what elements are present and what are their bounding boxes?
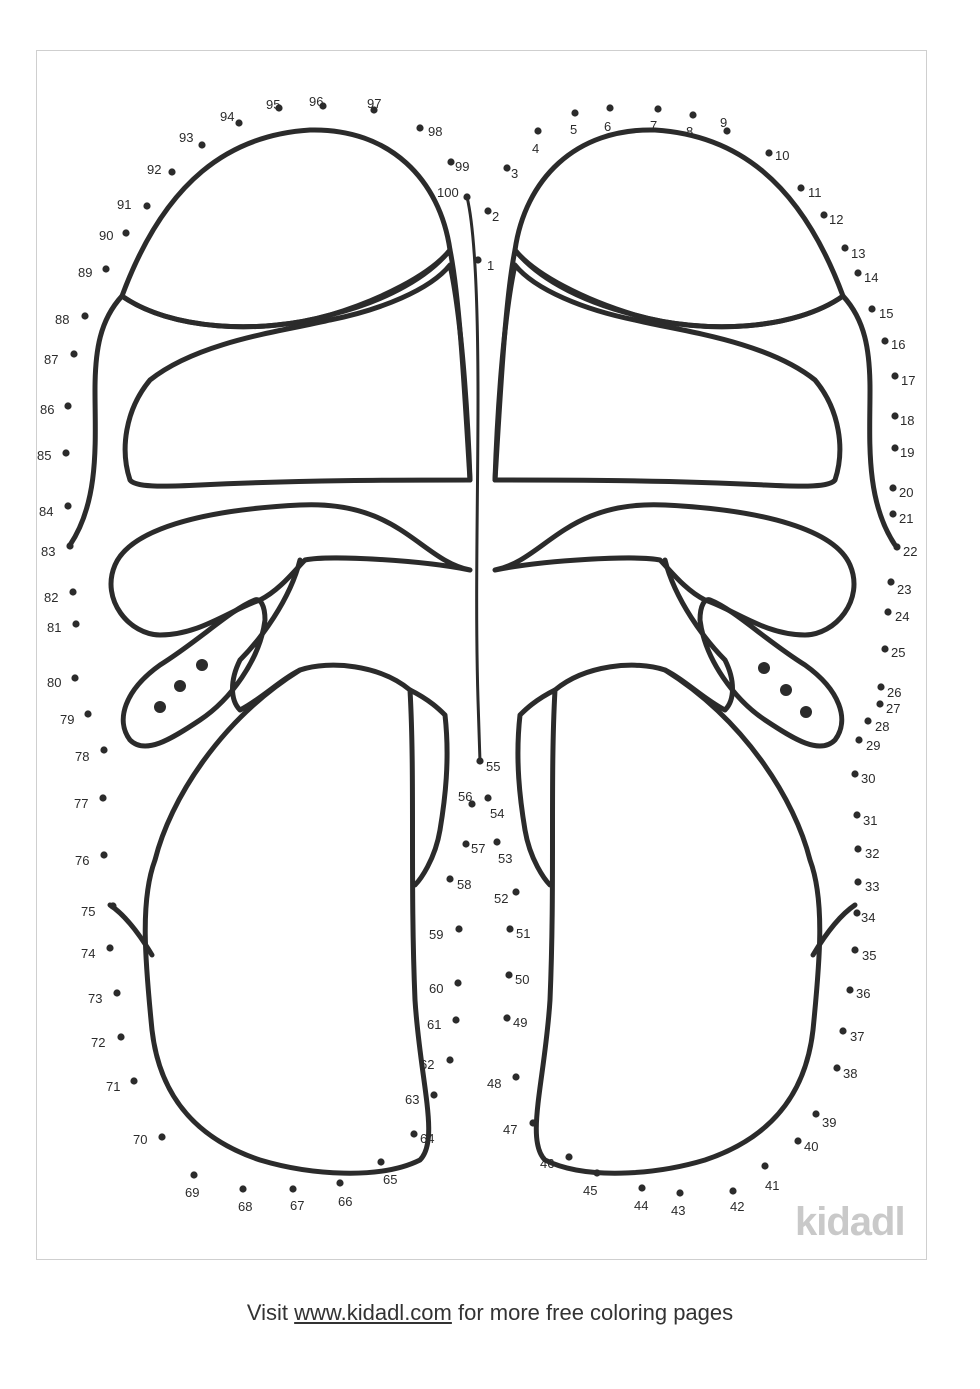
dot-label-72: 72 [91,1035,106,1050]
dot-29 [855,736,862,743]
dot-label-94: 94 [220,109,235,124]
dot-label-46: 46 [540,1156,555,1171]
dot-label-89: 89 [78,265,93,280]
dot-label-17: 17 [901,373,916,388]
dot-label-54: 54 [490,806,505,821]
dot-label-87: 87 [44,352,59,367]
dot-13 [841,244,848,251]
dot-label-85: 85 [37,448,52,463]
dot-22 [893,543,900,550]
left-lower-wing [111,505,470,635]
dot-73 [113,989,120,996]
dot-label-20: 20 [899,485,914,500]
dot-label-25: 25 [891,645,906,660]
dot-label-8: 8 [686,124,694,139]
dot-label-59: 59 [429,927,444,942]
dot-80 [71,674,78,681]
dot-label-24: 24 [895,609,910,624]
dot-90 [122,229,129,236]
dot-label-4: 4 [532,141,540,156]
dot-label-96: 96 [309,94,324,109]
left-fin-spot [154,701,166,713]
dot-74 [106,944,113,951]
dot-label-12: 12 [829,212,844,227]
dot-47 [529,1119,536,1126]
dot-label-28: 28 [875,719,890,734]
dot-71 [130,1077,137,1084]
dot-82 [69,588,76,595]
dot-label-15: 15 [879,306,894,321]
dot-label-95: 95 [266,97,281,112]
dot-label-16: 16 [891,337,906,352]
dot-label-36: 36 [856,986,871,1001]
dot-72 [117,1033,124,1040]
dot-38 [833,1064,840,1071]
dot-label-33: 33 [865,879,880,894]
dot-label-82: 82 [44,590,59,605]
dot-51 [506,925,513,932]
left-strap [410,690,447,885]
dot-label-44: 44 [634,1198,649,1213]
dot-81 [72,620,79,627]
right-strap [518,690,555,885]
dot-87 [70,350,77,357]
dot-44 [638,1184,645,1191]
dot-39 [812,1110,819,1117]
dot-100 [463,193,470,200]
dot-label-43: 43 [671,1203,686,1218]
dot-label-61: 61 [427,1017,442,1032]
dot-66 [336,1179,343,1186]
dot-8 [689,111,696,118]
dot-1 [474,256,481,263]
dot-16 [881,337,888,344]
dot-19 [891,444,898,451]
dot-11 [797,184,804,191]
dot-label-47: 47 [503,1122,518,1137]
dot-label-26: 26 [887,685,902,700]
dot-64 [410,1130,417,1137]
left-fin-spot [196,659,208,671]
dot-label-64: 64 [420,1131,435,1146]
kidadl-link[interactable]: www.kidadl.com [294,1300,452,1325]
dot-42 [729,1187,736,1194]
dot-26 [877,683,884,690]
dot-14 [854,269,861,276]
dot-69 [190,1171,197,1178]
dot-36 [846,986,853,993]
dot-37 [839,1027,846,1034]
dot-label-80: 80 [47,675,62,690]
dot-77 [99,794,106,801]
dot-label-6: 6 [604,119,612,134]
dot-23 [887,578,894,585]
dot-label-83: 83 [41,544,56,559]
dot-21 [889,510,896,517]
dot-33 [854,878,861,885]
dot-55 [476,757,483,764]
dot-label-98: 98 [428,124,443,139]
right-middle-wing [495,265,840,486]
dot-label-10: 10 [775,148,790,163]
dot-label-45: 45 [583,1183,598,1198]
dot-label-69: 69 [185,1185,200,1200]
dot-57 [462,840,469,847]
dot-label-41: 41 [765,1178,780,1193]
dot-label-40: 40 [804,1139,819,1154]
dot-12 [820,211,827,218]
dot-label-22: 22 [903,544,918,559]
dot-34 [853,909,860,916]
dot-label-1: 1 [487,258,495,273]
dot-31 [853,811,860,818]
footer-text [0,1300,980,1326]
dot-67 [289,1185,296,1192]
dot-79 [84,710,91,717]
dot-50 [505,971,512,978]
right-fin-spot [780,684,792,696]
dot-label-68: 68 [238,1199,253,1214]
dot-63 [430,1091,437,1098]
dot-label-90: 90 [99,228,114,243]
dot-53 [493,838,500,845]
dot-99 [447,158,454,165]
dot-49 [503,1014,510,1021]
dot-label-88: 88 [55,312,70,327]
dot-25 [881,645,888,652]
left-fin-spot [174,680,186,692]
footer-suffix: for more free coloring pages [458,1300,734,1325]
dot-label-100: 100 [437,185,459,200]
dot-43 [676,1189,683,1196]
dot-label-31: 31 [863,813,878,828]
dot-30 [851,770,858,777]
dot-83 [66,542,73,549]
dot-59 [455,925,462,932]
dot-7 [654,105,661,112]
dot-label-34: 34 [861,910,876,925]
dot-91 [143,202,150,209]
dot-label-21: 21 [899,511,914,526]
dot-label-77: 77 [74,796,89,811]
dot-label-81: 81 [47,620,62,635]
kidadl-logo: kidadl [795,1200,905,1244]
dot-label-51: 51 [516,926,531,941]
dot-label-5: 5 [570,122,578,137]
dot-label-75: 75 [81,904,96,919]
right-fin-spot [800,706,812,718]
dot-88 [81,312,88,319]
dot-label-73: 73 [88,991,103,1006]
dot-label-38: 38 [843,1066,858,1081]
left-tail-fin [123,560,300,746]
dot-label-66: 66 [338,1194,353,1209]
dot-2 [484,207,491,214]
dot-78 [100,746,107,753]
dot-20 [889,484,896,491]
dot-94 [235,119,242,126]
dot-76 [100,851,107,858]
dot-54 [484,794,491,801]
dot-15 [868,305,875,312]
dot-32 [854,845,861,852]
dot-label-13: 13 [851,246,866,261]
dot-45 [593,1169,600,1176]
dot-label-32: 32 [865,846,880,861]
dot-label-76: 76 [75,853,90,868]
dot-27 [876,700,883,707]
dot-label-79: 79 [60,712,75,727]
dot-65 [377,1158,384,1165]
dot-24 [884,608,891,615]
dot-label-65: 65 [383,1172,398,1187]
dot-label-30: 30 [861,771,876,786]
dot-89 [102,265,109,272]
dot-label-86: 86 [40,402,55,417]
dot-label-60: 60 [429,981,444,996]
dot-label-58: 58 [457,877,472,892]
dot-label-91: 91 [117,197,132,212]
dot-label-70: 70 [133,1132,148,1147]
dot-label-2: 2 [492,209,500,224]
dot-label-35: 35 [862,948,877,963]
dot-label-52: 52 [494,891,509,906]
right-lower-wing [495,505,854,635]
dot-4 [534,127,541,134]
dot-5 [571,109,578,116]
dot-label-99: 99 [455,159,470,174]
dot-label-14: 14 [864,270,879,285]
dot-label-84: 84 [39,504,54,519]
left-middle-wing [125,265,470,486]
dot-label-74: 74 [81,946,96,961]
dot-28 [864,717,871,724]
dot-18 [891,412,898,419]
dot-label-67: 67 [290,1198,305,1213]
dot-label-71: 71 [106,1079,121,1094]
dot-label-11: 11 [808,185,822,200]
right-fin-spot [758,662,770,674]
dot-61 [452,1016,459,1023]
dot-label-55: 55 [486,759,501,774]
dot-label-9: 9 [720,115,728,130]
dot-62 [446,1056,453,1063]
left-foot [145,665,428,1173]
dot-85 [62,449,69,456]
dot-6 [606,104,613,111]
dot-label-23: 23 [897,582,912,597]
dot-label-62: 62 [420,1057,435,1072]
dot-48 [512,1073,519,1080]
drawing-outline [70,130,895,1173]
dot-3 [503,164,510,171]
dot-84 [64,502,71,509]
dot-label-29: 29 [866,738,881,753]
dot-label-3: 3 [511,166,519,181]
dot-label-27: 27 [886,701,901,716]
dot-label-50: 50 [515,972,530,987]
dot-35 [851,946,858,953]
dot-label-18: 18 [900,413,915,428]
dot-label-56: 56 [458,789,473,804]
dot-label-48: 48 [487,1076,502,1091]
dot-52 [512,888,519,895]
dot-label-92: 92 [147,162,162,177]
dot-68 [239,1185,246,1192]
dot-10 [765,149,772,156]
dot-label-93: 93 [179,130,194,145]
dot-label-53: 53 [498,851,513,866]
dot-60 [454,979,461,986]
dot-92 [168,168,175,175]
dot-86 [64,402,71,409]
dot-58 [446,875,453,882]
right-tail-fin [665,560,842,746]
dot-75 [109,902,116,909]
dot-label-37: 37 [850,1029,865,1044]
right-foot [536,665,819,1173]
dot-label-19: 19 [900,445,915,460]
dot-label-57: 57 [471,841,486,856]
dot-46 [565,1153,572,1160]
dot-label-63: 63 [405,1092,420,1107]
dot-93 [198,141,205,148]
dot-17 [891,372,898,379]
dot-41 [761,1162,768,1169]
dot-label-42: 42 [730,1199,745,1214]
dot-70 [158,1133,165,1140]
dot-label-97: 97 [367,96,382,111]
dot-label-7: 7 [650,118,658,133]
footer-prefix: Visit [246,1300,289,1325]
dot-label-49: 49 [513,1015,528,1030]
dot-98 [416,124,423,131]
dot-label-78: 78 [75,749,90,764]
dot-40 [794,1137,801,1144]
dot-label-39: 39 [822,1115,837,1130]
